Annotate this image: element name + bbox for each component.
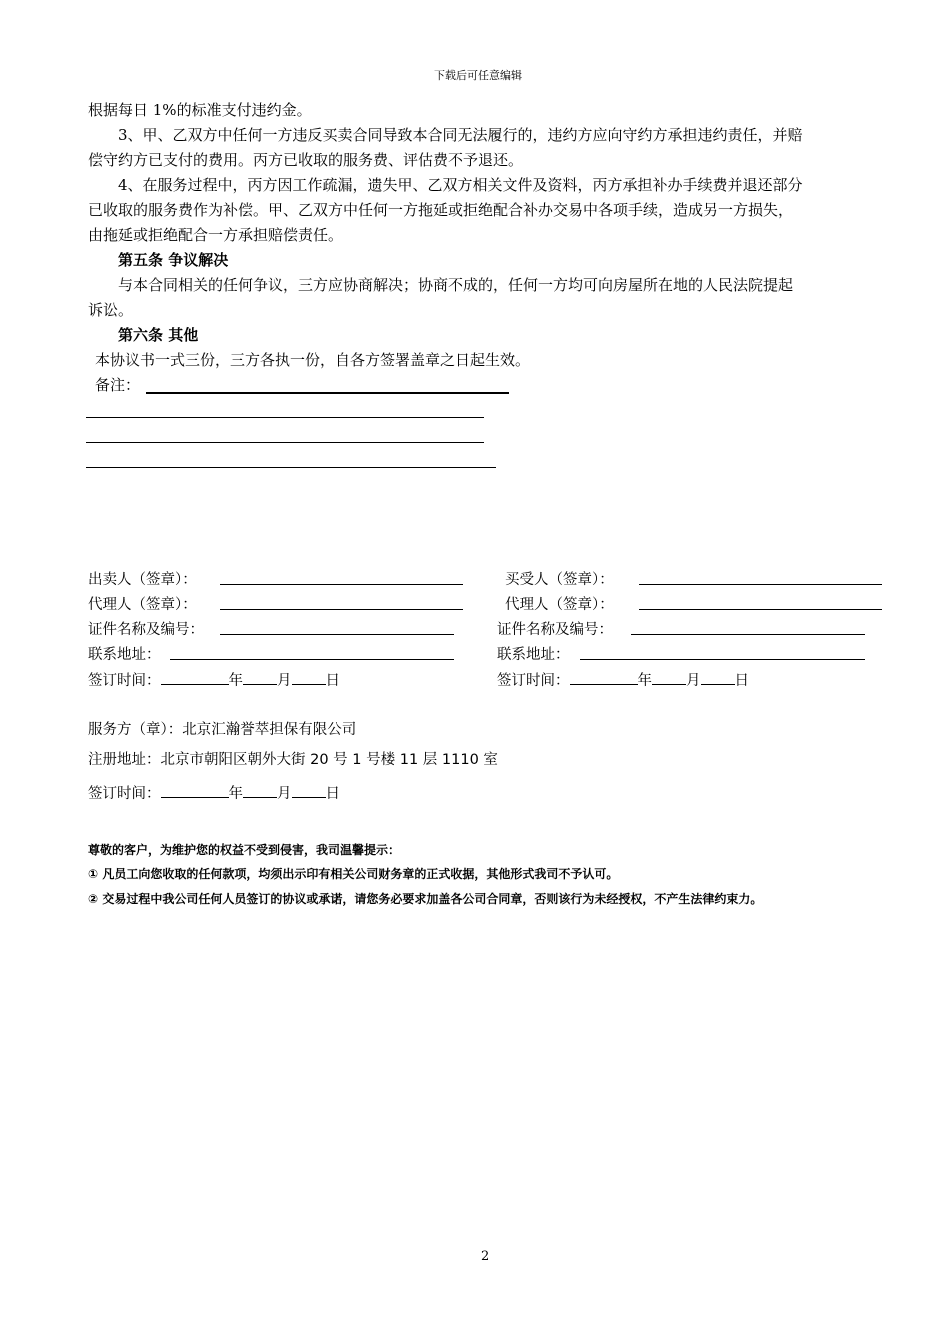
buyer-address-label: 联系地址： [497,647,570,663]
page-number: 2 [481,1249,490,1264]
buyer-id-label: 证件名称及编号： [497,622,613,638]
buyer-signature-label: 买受人（签章）： [505,572,614,588]
paragraph-penalty-rate: 根据每日 1%的标准支付违约金。 [88,101,312,119]
buyer-agent-line [639,609,882,610]
seller-sign-date [88,668,340,690]
notice-item-1: ① 凡员工向您收取的任何款项，均须出示印有相关公司财务章的正式收据，其他形式我司不予认可。 [88,867,619,881]
buyer-agent-label: 代理人（签章）： [505,597,614,613]
seller-id-label: 证件名称及编号： [88,622,204,638]
article-5-line2: 诉讼。 [88,301,134,319]
paragraph-clause-3-line2: 偿守约方已支付的费用。丙方已收取的服务费、评估费不予退还。 [88,151,524,169]
paragraph-clause-4-line3: 由拖延或拒绝配合一方承担赔偿责任。 [88,226,344,244]
year-label: 年 [228,673,243,689]
article-5-line1: 与本合同相关的任何争议，三方应协商解决；协商不成的，任何一方均可向房屋所在地的人民法院提起 [118,276,794,294]
notice-item-2: ② 交易过程中我公司任何人员签订的协议或承诺，请您务必要求加盖各公司合同章，否则该行为未经授权，不产生法律约束力。 [88,892,763,906]
date-label: 签订时间： [88,786,161,802]
seller-address-label: 联系地址： [88,647,161,663]
buyer-sign-date [497,668,749,690]
remarks-blank-2 [86,417,484,418]
article-6-line1: 本协议书一式三份，三方各执一份，自各方签署盖章之日起生效。 [95,351,531,369]
day-label: 日 [325,673,340,689]
date-label: 签订时间： [497,673,570,689]
buyer-address-line [580,659,865,660]
year-blank [161,781,229,798]
paragraph-clause-3-line1: 3、甲、乙双方中任何一方违反买卖合同导致本合同无法履行的，违约方应向守约方承担违约责任，并赔 [118,126,803,144]
year-blank [161,668,229,685]
month-label: 月 [277,786,292,802]
month-blank [243,668,277,685]
year-label: 年 [637,673,652,689]
seller-signature-label: 出卖人（签章）： [88,572,197,588]
day-blank [292,668,326,685]
day-blank [292,781,326,798]
day-label: 日 [734,673,749,689]
year-label: 年 [228,786,243,802]
paragraph-clause-4-line1: 4、在服务过程中，丙方因工作疏漏，遗失甲、乙双方相关文件及资料，丙方承担补办手续费并退还部分 [118,176,803,194]
remarks-label: 备注： [95,376,141,394]
month-blank [652,668,686,685]
article-6-title: 第六条 其他 [118,326,199,344]
year-blank [570,668,638,685]
buyer-id-line [631,634,865,635]
notice-title: 尊敬的客户，为维护您的权益不受到侵害，我司温馨提示： [88,843,401,857]
seller-agent-label: 代理人（签章）： [88,597,197,613]
seller-signature-line [220,584,463,585]
remarks-blank-3 [86,442,484,443]
seller-address-line [170,659,454,660]
service-sign-date [88,781,340,803]
remarks-blank-1 [146,392,509,394]
month-label: 月 [686,673,701,689]
article-5-title: 第五条 争议解决 [118,251,229,269]
seller-id-line [220,634,454,635]
buyer-signature-line [639,584,882,585]
paragraph-clause-4-line2: 已收取的服务费作为补偿。甲、乙双方中任何一方拖延或拒绝配合补办交易中各项手续，造成另一方损失， [88,201,794,219]
month-label: 月 [277,673,292,689]
month-blank [243,781,277,798]
service-party: 服务方（章）：北京汇瀚誉萃担保有限公司 [88,722,357,738]
day-blank [701,668,735,685]
page-header: 下载后可任意编辑 [434,69,522,82]
service-address: 注册地址：北京市朝阳区朝外大街 20 号 1 号楼 11 层 1110 室 [88,752,498,768]
seller-agent-line [220,609,463,610]
remarks-blank-4 [86,467,496,468]
date-label: 签订时间： [88,673,161,689]
day-label: 日 [325,786,340,802]
